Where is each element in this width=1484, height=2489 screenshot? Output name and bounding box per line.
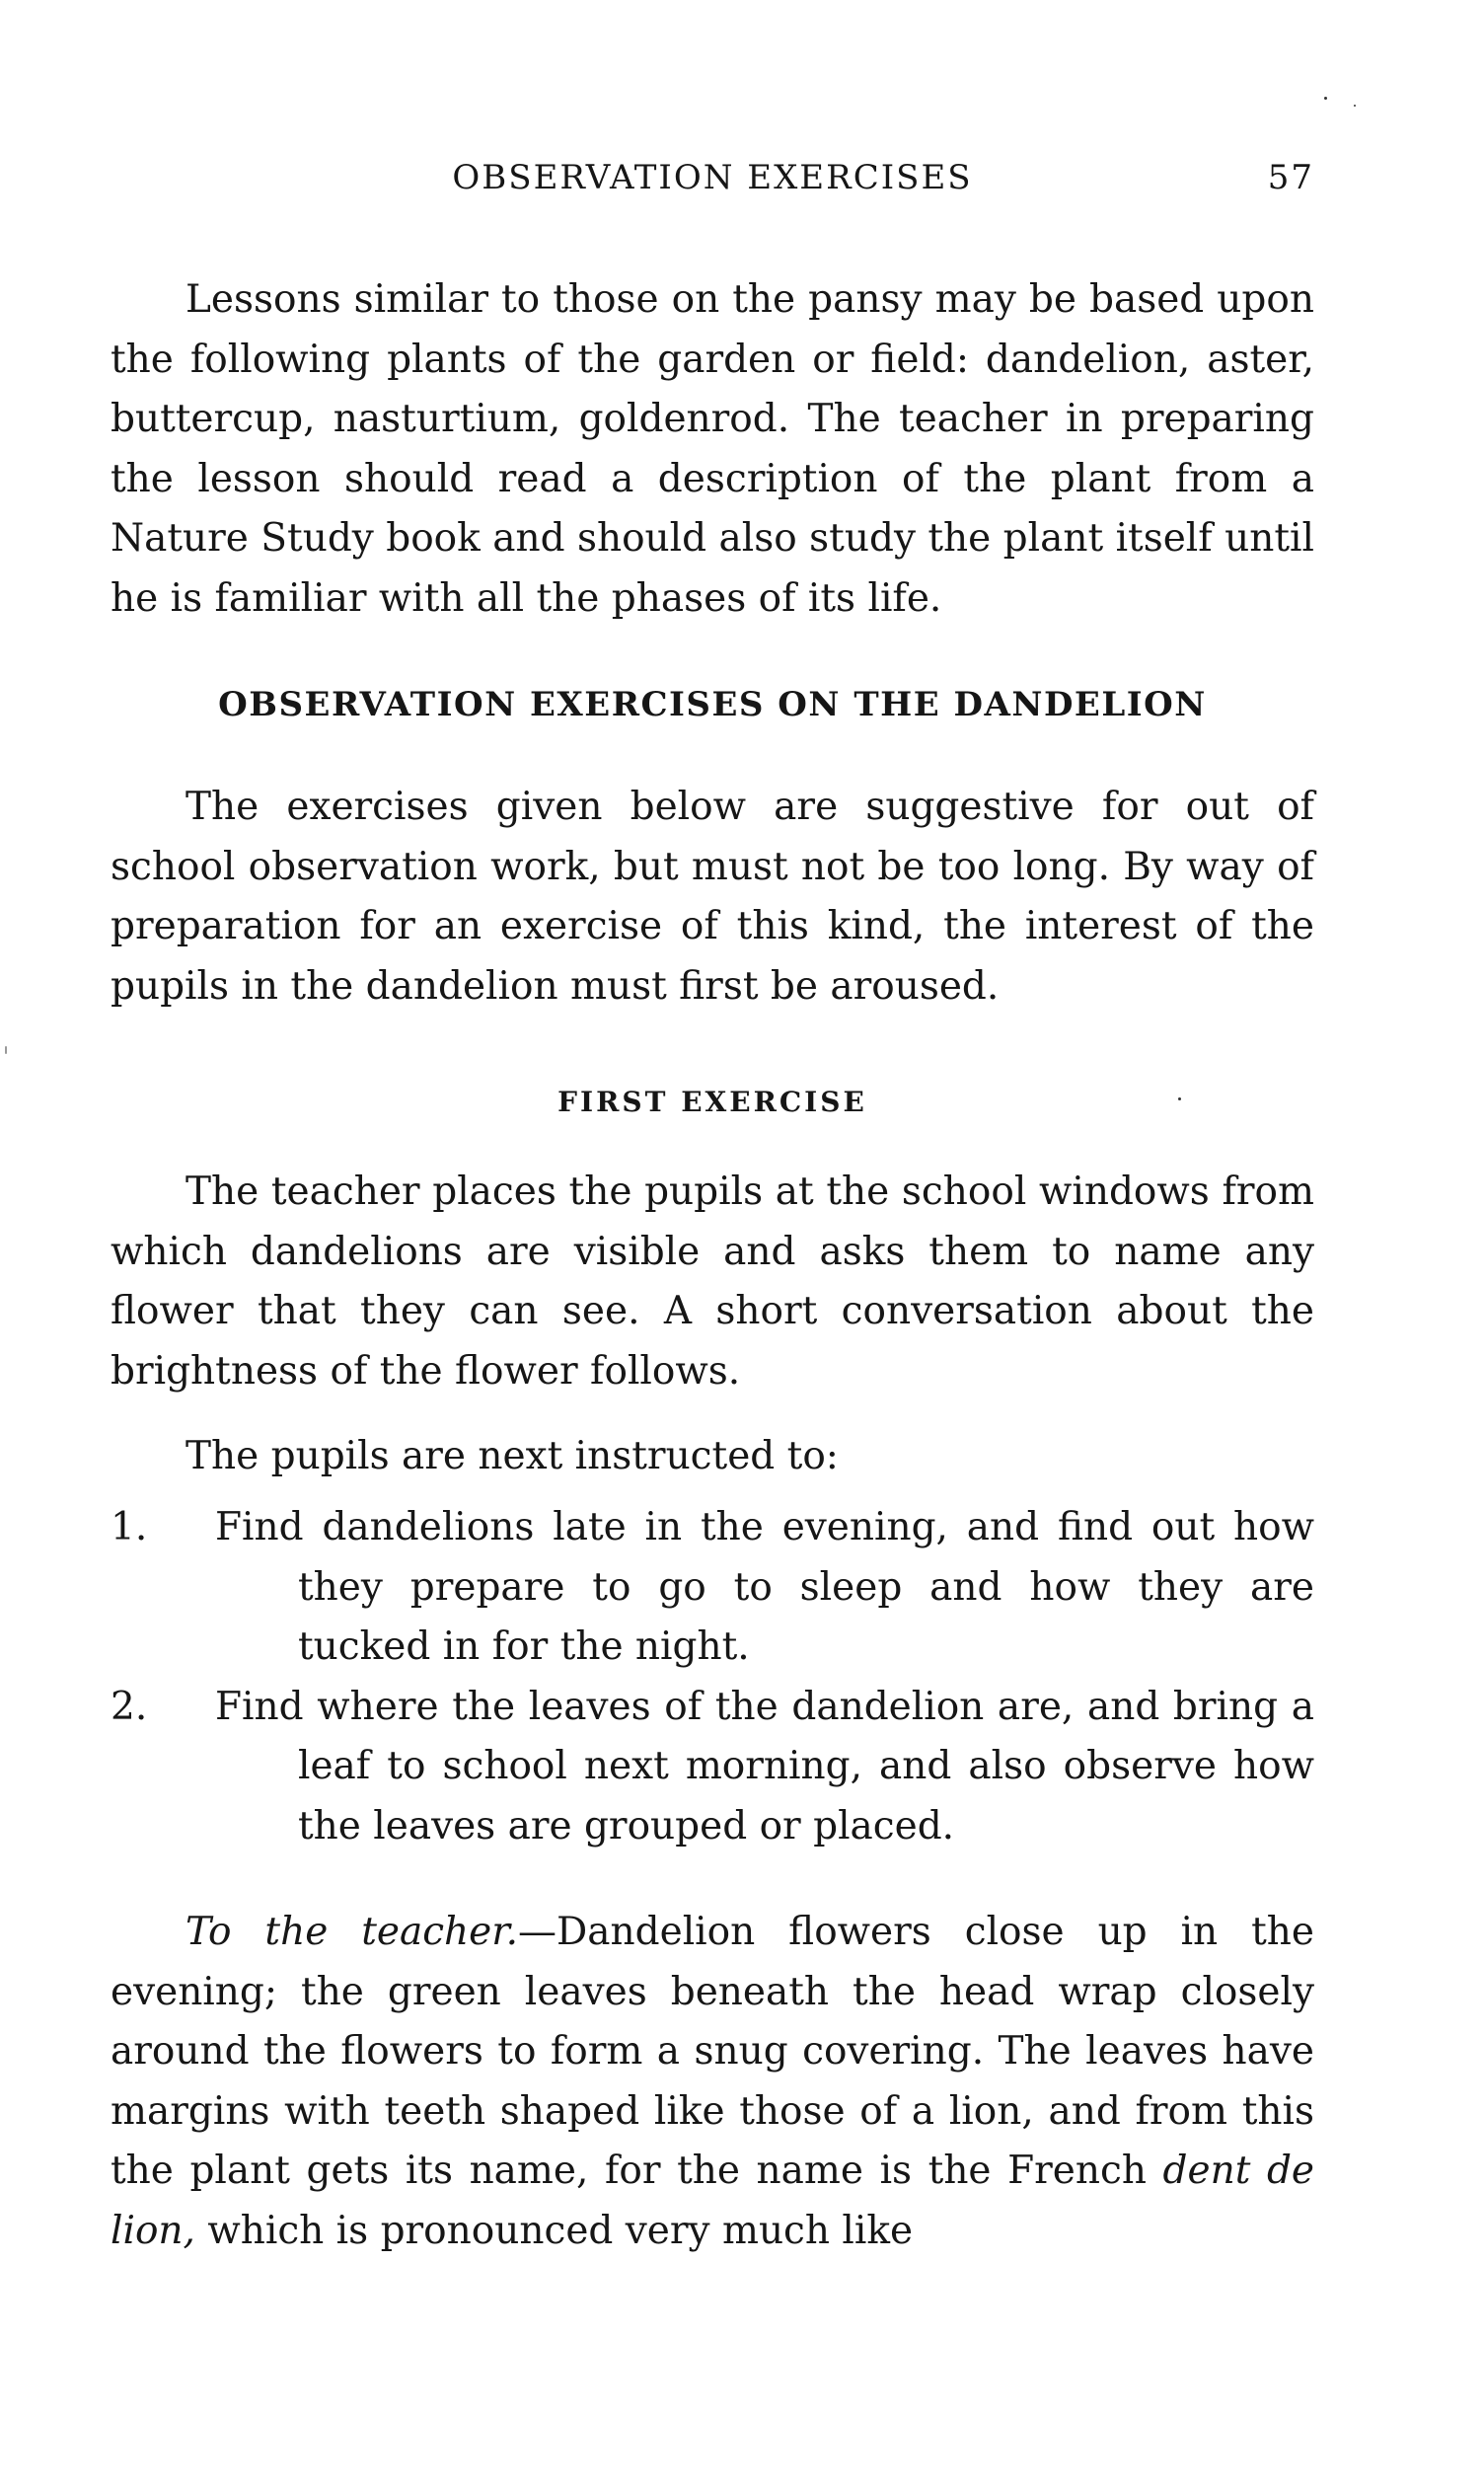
list-item xyxy=(111,1498,1314,1678)
instruction-lead: The pupils are next instructed to: xyxy=(186,1434,839,1478)
running-head xyxy=(111,158,1314,207)
list-item-text: Find where the leaves of the dandelion are, and bring a leaf to school next morning, and also observe how the leaves are grouped or placed. xyxy=(215,1684,1314,1848)
page-speck xyxy=(1178,1097,1181,1100)
teacher-note-text-end: which is pronounced very much like xyxy=(194,2208,914,2253)
exercise-paragraph: The teacher places the pupils at the school windows from which dandelions are visible and asks them to name any flower that they can see. A short conversation about the brightness of the flower follows. xyxy=(111,1169,1314,1394)
section-intro-paragraph: The exercises given below are suggestive for out of school observation work, but must not be too long. By way of preparation for an exercise of this kind, the interest of the pupils in the dandelion must first be aroused. xyxy=(111,785,1314,1009)
section-heading: OBSERVATION EXERCISES ON THE DANDELION xyxy=(218,685,1207,724)
instruction-list xyxy=(111,1498,1314,1856)
page-speck xyxy=(1354,105,1356,107)
exercise-heading: FIRST EXERCISE xyxy=(557,1086,867,1118)
page-number: 57 xyxy=(1267,158,1314,197)
intro-paragraph: Lessons similar to those on the pansy may be based upon the following plants of the garden or field: dandelion, aster, buttercup, nasturtium, goldenrod. The teacher in preparing the lesson should read a description of the plant from a Nature Study book and should also study the plant itself until he is familiar with all the phases of its life. xyxy=(111,277,1314,621)
page-speck xyxy=(5,1046,7,1054)
teacher-note-italic-phrase: dent de lion, xyxy=(111,2149,1315,2253)
list-item-text: Find dandelions late in the evening, and find out how they prepare to go to sleep and how they are tucked in for the night. xyxy=(215,1505,1314,1669)
page-speck xyxy=(1324,97,1327,100)
running-title: OBSERVATION EXERCISES xyxy=(452,158,973,197)
list-item-number: 2. xyxy=(111,1684,148,1729)
teacher-note-label: To the teacher. xyxy=(186,1910,519,1954)
list-item-number: 1. xyxy=(111,1505,148,1549)
teacher-note-text: —Dandelion flowers close up in the evening; the green leaves beneath the head wrap closely around the flowers to form a snug covering. The leaves have margins with teeth shaped like those of a lion, and from this the plant gets its name, for the name is the French xyxy=(111,1910,1314,2193)
teacher-note-paragraph xyxy=(111,1903,1314,2261)
list-item xyxy=(111,1678,1314,1857)
